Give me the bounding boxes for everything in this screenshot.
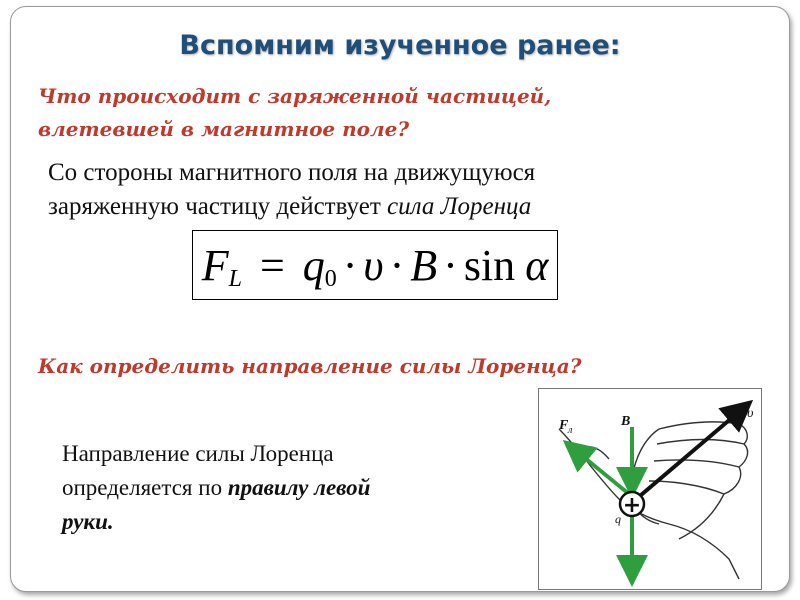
formula-F: F: [201, 240, 229, 290]
formula-dot-1: ·: [342, 240, 358, 290]
question-1: [38, 80, 551, 146]
formula-sin: sin: [463, 240, 516, 290]
formula-zero: 0: [324, 265, 337, 292]
formula-B: B: [410, 240, 438, 290]
label-B: B: [621, 414, 631, 429]
question-2: Как определить направление силы Лоренца?: [38, 354, 582, 378]
formula-dot-2: ·: [389, 240, 405, 290]
left-hand-rule-term: правилу левой: [227, 475, 371, 500]
label-F-sub: л: [568, 425, 573, 436]
formula-L: L: [228, 265, 242, 292]
label-F: F: [559, 418, 569, 433]
left-hand-rule-illustration: [539, 389, 761, 589]
formula-v: υ: [363, 240, 384, 290]
velocity-arrow: [634, 405, 747, 501]
slide-heading: Вспомним изученное ранее:: [179, 30, 621, 61]
explanation-line-2: [48, 190, 535, 224]
lorentz-formula: [193, 231, 557, 299]
formula-equals: =: [259, 240, 285, 290]
hand-outline: [559, 422, 748, 579]
force-arrow: [569, 445, 629, 494]
rule-line-2: [62, 471, 370, 505]
rule-line-1: Направление силы Лоренца: [62, 441, 334, 466]
explanation-line-1: Со стороны магнитного поля на движущуюся: [48, 159, 536, 186]
left-hand-rule-text: [62, 437, 370, 539]
question-1-line-2: влетевшей в магнитное поле?: [38, 117, 410, 141]
formula-q: q: [302, 240, 325, 290]
lorentz-explanation: [48, 156, 535, 224]
explanation-line-2-plain: заряженную частицу действует: [48, 193, 388, 220]
formula-alpha: α: [525, 240, 549, 290]
question-1-line-1: Что происходит с заряженной частицей,: [38, 84, 552, 108]
label-q: q: [615, 512, 621, 526]
label-v: υ: [747, 406, 754, 421]
rule-line-2-plain: определяется по: [62, 475, 228, 500]
charge-plus: +: [622, 493, 642, 518]
rule-line-3: руки.: [62, 509, 114, 534]
formula-box: [192, 230, 558, 300]
left-hand-rule-figure: [538, 388, 762, 590]
formula-dot-3: ·: [443, 240, 458, 290]
lorentz-force-term: сила Лоренца: [387, 193, 532, 220]
